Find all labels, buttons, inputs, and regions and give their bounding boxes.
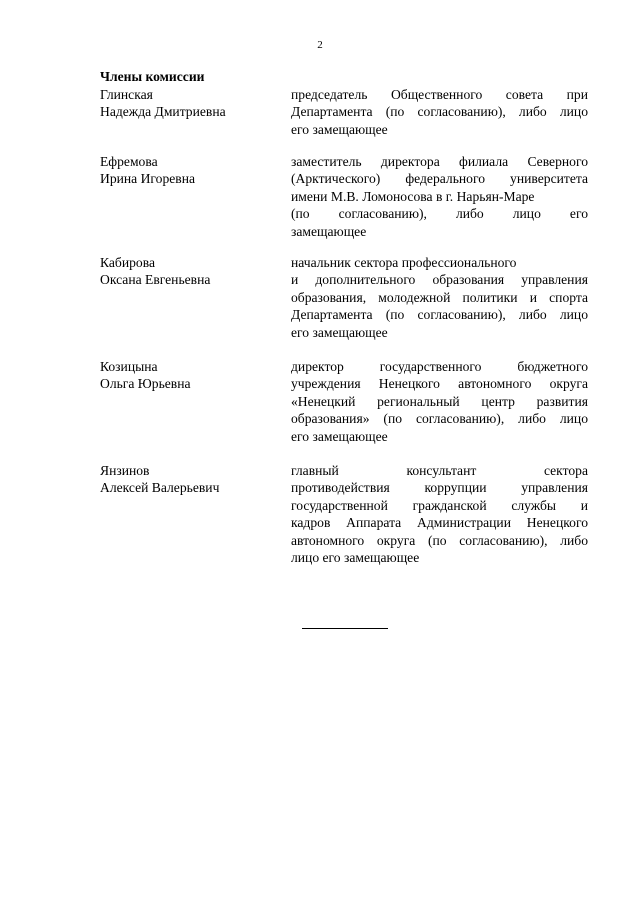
role-line: его замещающее: [291, 324, 388, 340]
member-surname: Янзинов: [100, 463, 150, 478]
member-role: [291, 462, 588, 566]
member-given-names: Ольга Юрьевна: [100, 376, 191, 392]
member-name: [100, 254, 280, 289]
member-given-names: Алексей Валерьевич: [100, 480, 220, 496]
role-line: «Ненецкий региональный центр развития: [291, 393, 588, 409]
role-line: государственной гражданской службы и: [291, 497, 588, 513]
member-role: [291, 358, 588, 445]
role-line: кадров Аппарата Администрации Ненецкого: [291, 515, 588, 531]
role-line: противодействия коррупции управления: [291, 480, 588, 496]
role-line: и дополнительного образования управления: [291, 272, 588, 288]
role-line: образования, молодежной политики и спорта: [291, 289, 588, 305]
role-line: (по согласованию), либо лицо его: [291, 206, 588, 222]
section-heading: Члены комиссии: [100, 69, 205, 84]
page-number: 2: [317, 39, 323, 51]
role-line: заместитель директора филиала Северного: [291, 154, 588, 169]
member-name: [100, 153, 280, 188]
role-line: автономного округа (по согласованию), либо: [291, 532, 588, 548]
role-line: его замещающее: [291, 121, 388, 137]
role-line: Департамента (по согласованию), либо лицо: [291, 104, 588, 120]
member-surname: Кабирова: [100, 255, 155, 270]
member-role: [291, 254, 588, 341]
role-line: начальник сектора профессионального: [291, 255, 517, 270]
role-line: учреждения Ненецкого автономного округа: [291, 376, 588, 392]
member-surname: Глинская: [100, 87, 153, 102]
role-line: (Арктического) федерального университета: [291, 171, 588, 187]
member-surname: Ефремова: [100, 154, 158, 169]
member-given-names: Надежда Дмитриевна: [100, 104, 226, 120]
role-line: образования» (по согласованию), либо лицо: [291, 411, 588, 427]
role-line: главный консультант сектора: [291, 463, 588, 478]
role-line: имени М.В. Ломоносова в г. Нарьян-Маре: [291, 188, 535, 204]
member-name: [100, 358, 280, 393]
member-given-names: Ирина Игоревна: [100, 171, 196, 187]
role-line: председатель Общественного совета при: [291, 87, 588, 102]
member-name: [100, 462, 280, 497]
member-given-names: Оксана Евгеньевна: [100, 272, 211, 288]
end-separator-line: [302, 628, 388, 629]
member-surname: Козицына: [100, 359, 158, 374]
member-role: [291, 153, 588, 240]
role-line: его замещающее: [291, 428, 388, 444]
role-line: Департамента (по согласованию), либо лицо: [291, 307, 588, 323]
role-line: лицо его замещающее: [291, 550, 420, 566]
member-name: [100, 86, 280, 121]
role-line: директор государственного бюджетного: [291, 359, 588, 374]
role-line: замещающее: [291, 223, 367, 239]
member-role: [291, 86, 588, 138]
